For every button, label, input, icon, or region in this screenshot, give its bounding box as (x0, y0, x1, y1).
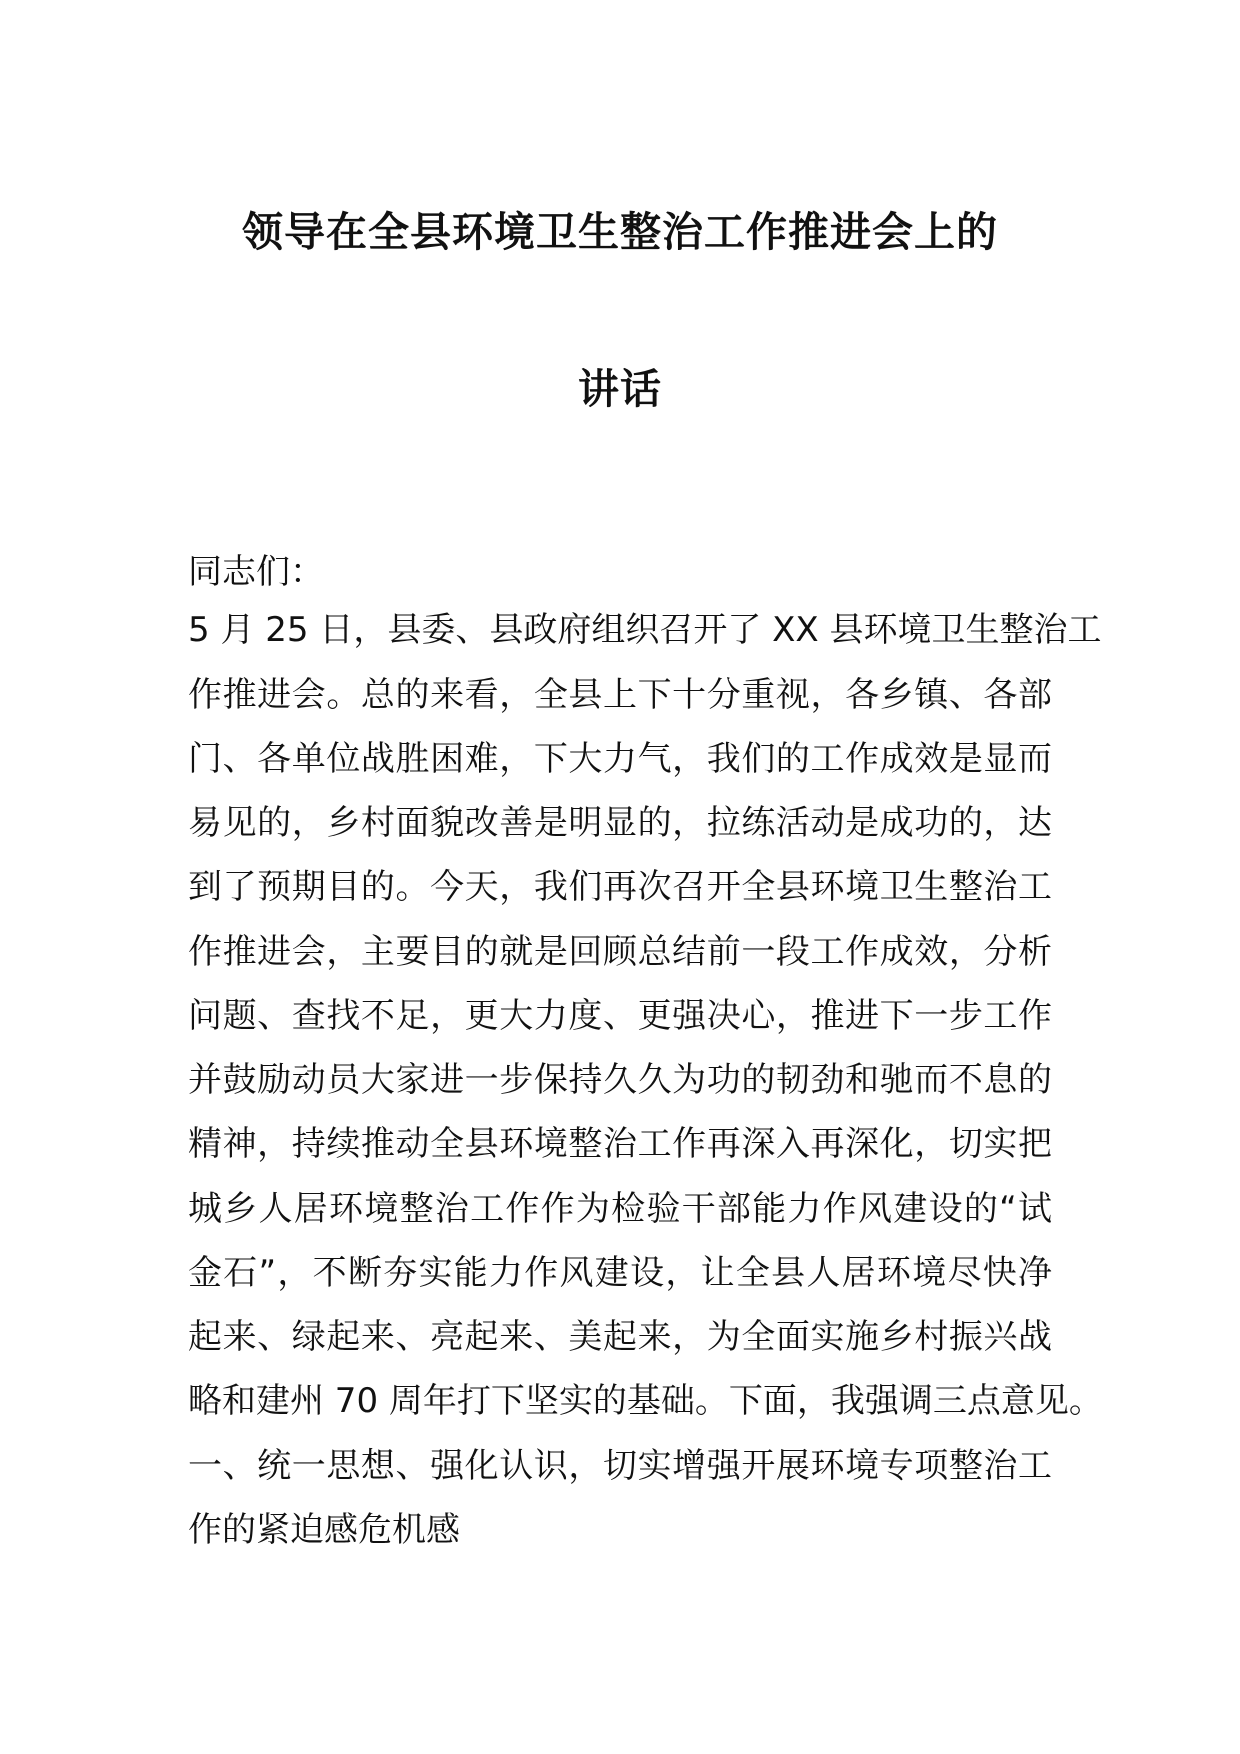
paragraph-line: 易见的，乡村面貌改善是明显的，拉练活动是成功的，达 (188, 803, 1052, 843)
section-heading-line: 作的紧迫感危机感 (188, 1510, 460, 1550)
salutation: 同志们： (188, 552, 324, 592)
paragraph-line: 金石”，不断夯实能力作风建设，让全县人居环境尽快净 (188, 1253, 1052, 1293)
paragraph-line: 略和建州 70 周年打下坚实的基础。下面，我强调三点意见。 (188, 1381, 1103, 1421)
document-title-line-2: 讲话 (578, 365, 662, 413)
paragraph-line: 作推进会，主要目的就是回顾总结前一段工作成效，分析 (188, 932, 1052, 972)
paragraph-line: 起来、绿起来、亮起来、美起来，为全面实施乡村振兴战 (188, 1317, 1052, 1357)
paragraph-line: 并鼓励动员大家进一步保持久久为功的韧劲和驰而不息的 (188, 1060, 1052, 1100)
section-heading-line: 一、统一思想、强化认识，切实增强开展环境专项整治工 (188, 1446, 1052, 1486)
paragraph-line: 城乡人居环境整治工作作为检验干部能力作风建设的“试 (188, 1189, 1052, 1229)
paragraph-line: 5 月 25 日，县委、县政府组织召开了 XX 县环境卫生整治工 (188, 610, 1102, 650)
paragraph-line: 精神，持续推动全县环境整治工作再深入再深化，切实把 (188, 1124, 1052, 1164)
paragraph-line: 作推进会。总的来看，全县上下十分重视，各乡镇、各部 (188, 675, 1052, 715)
paragraph-line: 问题、查找不足，更大力度、更强决心，推进下一步工作 (188, 996, 1052, 1036)
paragraph-line: 门、各单位战胜困难，下大力气，我们的工作成效是显而 (188, 739, 1052, 779)
paragraph-line: 到了预期目的。今天，我们再次召开全县环境卫生整治工 (188, 867, 1052, 907)
document-title-line-1: 领导在全县环境卫生整治工作推进会上的 (242, 208, 998, 256)
